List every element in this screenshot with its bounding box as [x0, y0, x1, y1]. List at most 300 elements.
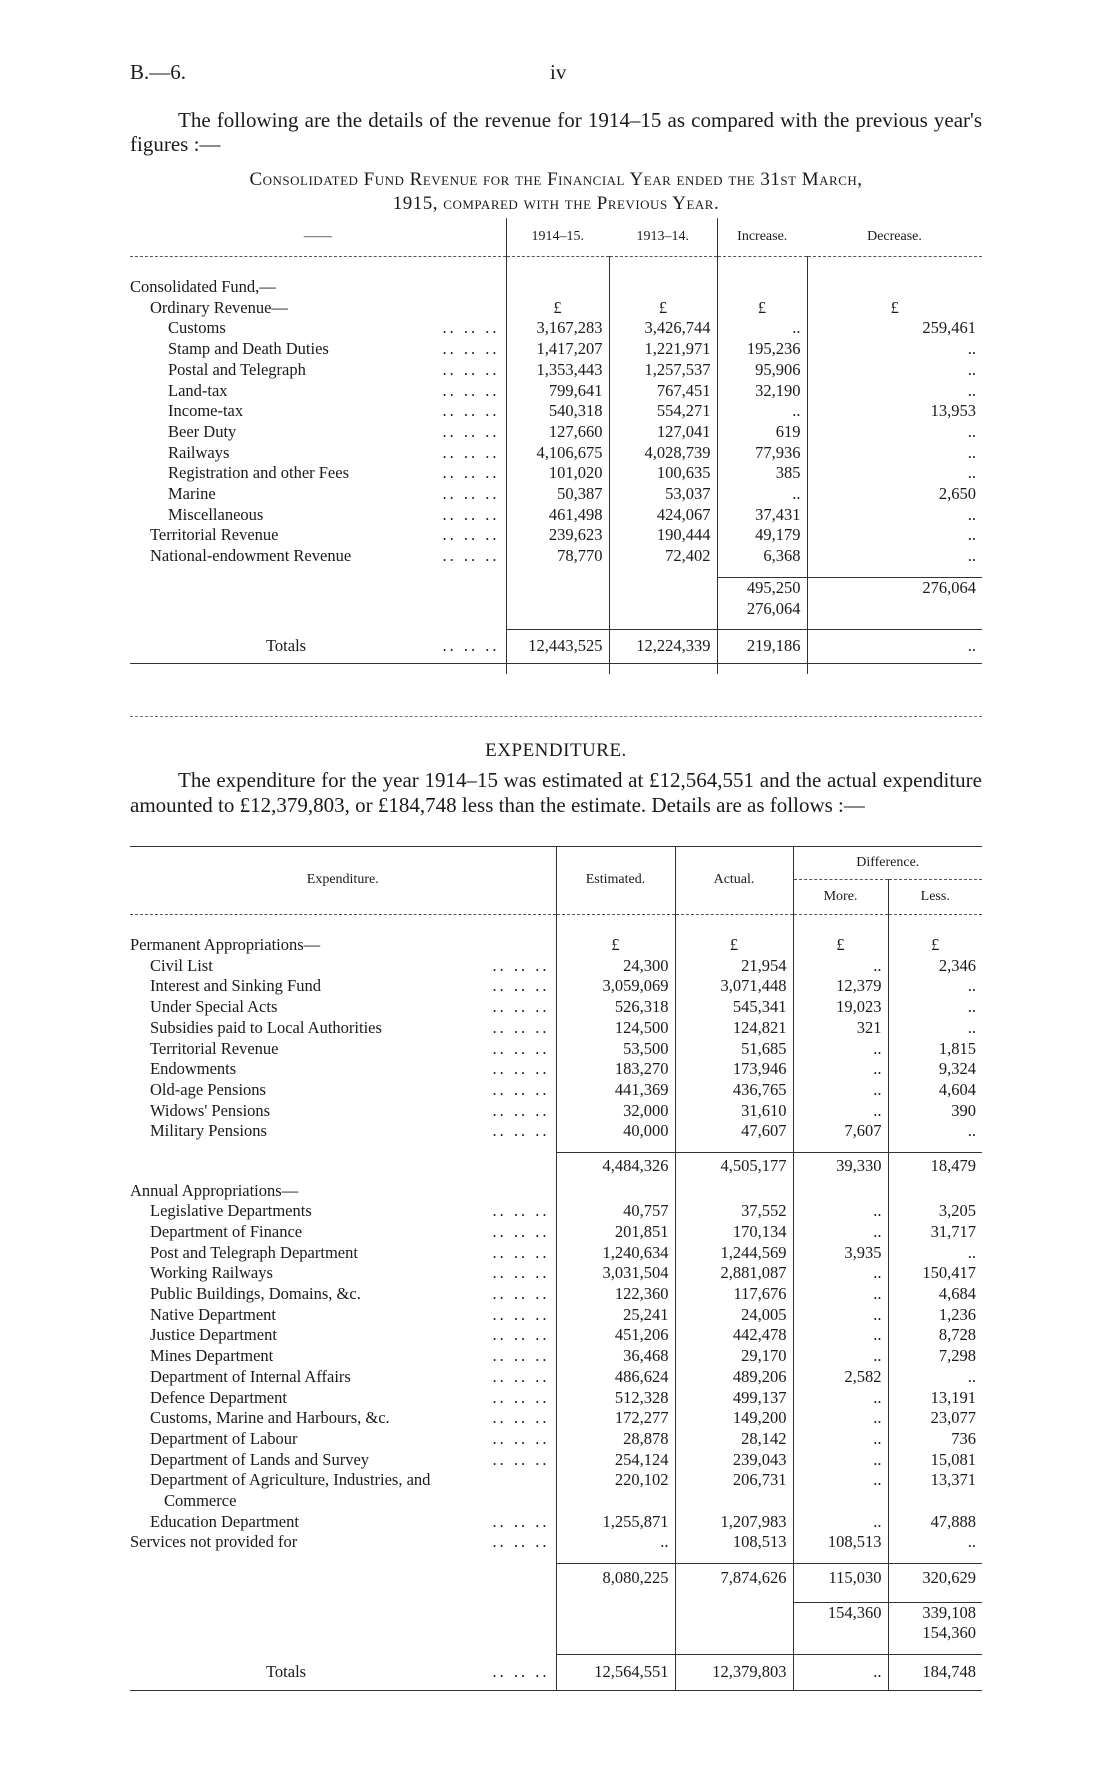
value-actual: 37,552 [675, 1201, 793, 1222]
expenditure-row [130, 1101, 982, 1122]
permanent-section-row [130, 935, 982, 956]
revenue-subtotal-row [130, 577, 982, 619]
value-decrease: .. [807, 463, 982, 484]
combined-value: 339,108 [922, 1602, 976, 1622]
row-label [130, 525, 506, 546]
value-increase: .. [717, 484, 807, 505]
leader-dots: .. .. .. [442, 401, 500, 421]
expenditure-row [130, 1080, 982, 1101]
row-label [130, 1284, 556, 1305]
expenditure-row [130, 1346, 982, 1367]
row-label-text: Land-tax [168, 380, 228, 400]
expenditure-row [130, 1243, 982, 1264]
value-1913: 53,037 [609, 484, 717, 505]
row-label-text: Totals [266, 636, 307, 656]
revenue-row [130, 484, 982, 505]
total-1913: 12,224,339 [609, 630, 717, 664]
value-less: .. [888, 997, 982, 1018]
row-label [130, 1532, 556, 1553]
row-label [130, 401, 506, 422]
row-label-text: Public Buildings, Domains, &c. [150, 1284, 361, 1304]
row-label [130, 1039, 556, 1060]
leader-dots: .. .. .. [492, 1059, 550, 1079]
value-estimated: 124,500 [556, 1018, 675, 1039]
expenditure-row [130, 1059, 982, 1080]
value-less: .. [888, 1121, 982, 1142]
value-less: 47,888 [888, 1512, 982, 1533]
expenditure-col-difference: Difference. [793, 847, 982, 880]
row-label [130, 1101, 556, 1122]
revenue-col-1913: 1913–14. [609, 218, 717, 257]
value-1913: 4,028,739 [609, 443, 717, 464]
row-label-text: Military Pensions [150, 1121, 267, 1141]
value-increase: 385 [717, 463, 807, 484]
value-1913: 767,451 [609, 381, 717, 402]
leader-dots: .. .. .. [442, 504, 500, 524]
value-actual: 489,206 [675, 1367, 793, 1388]
revenue-row [130, 360, 982, 381]
expenditure-table [130, 846, 982, 1691]
value-less: 2,346 [888, 956, 982, 977]
value-less: 4,604 [888, 1080, 982, 1101]
value-more: .. [793, 1450, 888, 1471]
leader-dots: .. .. .. [492, 997, 550, 1017]
value-increase: 77,936 [717, 443, 807, 464]
leader-dots: .. .. .. [492, 1079, 550, 1099]
leader-dots: .. .. .. [492, 1346, 550, 1366]
value-more: .. [793, 1080, 888, 1101]
value-actual: 436,765 [675, 1080, 793, 1101]
value-actual: 173,946 [675, 1059, 793, 1080]
row-label [130, 1305, 556, 1326]
value-1913: 190,444 [609, 525, 717, 546]
value-less: 3,205 [888, 1201, 982, 1222]
value-estimated: 183,270 [556, 1059, 675, 1080]
row-label-text: Endowments [150, 1059, 237, 1079]
expenditure-row [130, 1121, 982, 1142]
value-decrease: .. [807, 339, 982, 360]
spacer-row [130, 1142, 982, 1153]
revenue-col-1914: 1914–15. [506, 218, 609, 257]
row-label-text: Under Special Acts [150, 997, 278, 1017]
value-decrease: .. [807, 381, 982, 402]
currency-symbol: £ [506, 298, 609, 319]
value-1914: 1,353,443 [506, 360, 609, 381]
leader-dots: .. .. .. [492, 1428, 550, 1448]
value-estimated: 25,241 [556, 1305, 675, 1326]
value-less: .. [888, 1532, 982, 1553]
value-more: .. [793, 1284, 888, 1305]
expenditure-row [130, 1039, 982, 1060]
value-estimated: 53,500 [556, 1039, 675, 1060]
value-more: 108,513 [793, 1532, 888, 1553]
value-estimated: 486,624 [556, 1367, 675, 1388]
expenditure-row [130, 1408, 982, 1429]
revenue-row [130, 422, 982, 443]
value-actual: 1,244,569 [675, 1243, 793, 1264]
value-estimated: 32,000 [556, 1101, 675, 1122]
row-label [130, 1181, 556, 1202]
value-less: .. [888, 976, 982, 997]
value-1913: 554,271 [609, 401, 717, 422]
value-less: 736 [888, 1429, 982, 1450]
value-estimated: 3,031,504 [556, 1263, 675, 1284]
value-increase: 95,906 [717, 360, 807, 381]
value-more: .. [793, 1059, 888, 1080]
row-label [130, 1491, 556, 1512]
value-1914: 3,167,283 [506, 318, 609, 339]
row-label-text: Totals [266, 1661, 307, 1681]
value-more: .. [793, 1222, 888, 1243]
value-estimated: 28,878 [556, 1429, 675, 1450]
revenue-col-increase: Increase. [717, 218, 807, 257]
value-decrease: 13,953 [807, 401, 982, 422]
value-1914: 78,770 [506, 546, 609, 567]
subtotal-estimated: 4,484,326 [556, 1153, 675, 1181]
row-label [130, 1346, 556, 1367]
currency-symbol: £ [675, 935, 793, 956]
expenditure-row [130, 976, 982, 997]
row-label-text: Services not provided for [130, 1532, 298, 1552]
value-estimated: 1,255,871 [556, 1512, 675, 1533]
row-label [130, 505, 506, 526]
page-number: iv [550, 60, 567, 84]
row-label [130, 443, 506, 464]
value-less: 31,717 [888, 1222, 982, 1243]
value-more: .. [793, 1408, 888, 1429]
value-estimated: 451,206 [556, 1325, 675, 1346]
leader-dots: .. .. .. [492, 1325, 550, 1345]
expenditure-row [130, 1450, 982, 1471]
value-increase: 195,236 [717, 339, 807, 360]
spacer-row [130, 619, 982, 630]
row-label-text: Department of Finance [150, 1221, 303, 1241]
value-estimated: 254,124 [556, 1450, 675, 1471]
subtotal-more: 115,030 [793, 1564, 888, 1592]
combined-more: 154,360 [793, 1602, 888, 1644]
value-less: 4,684 [888, 1284, 982, 1305]
expenditure-col-label: Expenditure. [130, 847, 556, 915]
value-more: .. [793, 1512, 888, 1533]
value-estimated: 172,277 [556, 1408, 675, 1429]
row-label [130, 1408, 556, 1429]
value-less: 9,324 [888, 1059, 982, 1080]
row-label [130, 1201, 556, 1222]
value-actual: 545,341 [675, 997, 793, 1018]
value-more: 12,379 [793, 976, 888, 997]
value-1913: 72,402 [609, 546, 717, 567]
value-actual: 117,676 [675, 1284, 793, 1305]
value-actual: 2,881,087 [675, 1263, 793, 1284]
expenditure-row [130, 1470, 982, 1491]
row-label [130, 360, 506, 381]
permanent-total-row [130, 1153, 982, 1181]
value-1914: 101,020 [506, 463, 609, 484]
value-increase: .. [717, 318, 807, 339]
row-label [130, 1222, 556, 1243]
value-1914: 239,623 [506, 525, 609, 546]
row-label-text: Income-tax [168, 401, 244, 421]
row-label-text: Native Department [150, 1304, 276, 1324]
value-estimated: 122,360 [556, 1284, 675, 1305]
expenditure-heading: EXPENDITURE. [485, 740, 627, 761]
expenditure-row [130, 1429, 982, 1450]
expenditure-col-more: More. [793, 880, 888, 915]
total-more: .. [793, 1655, 888, 1691]
permanent-section-label: Permanent Appropriations— [130, 935, 321, 954]
leader-dots: .. .. .. [492, 1221, 550, 1241]
leader-dots: .. .. .. [492, 1532, 550, 1552]
value-more: 321 [793, 1018, 888, 1039]
value-estimated: 40,757 [556, 1201, 675, 1222]
expenditure-row [130, 1018, 982, 1039]
value-actual: 29,170 [675, 1346, 793, 1367]
currency-symbol: £ [793, 935, 888, 956]
leader-dots: .. .. .. [492, 955, 550, 975]
row-label-text: Department of Labour [150, 1428, 298, 1448]
value-estimated: 40,000 [556, 1121, 675, 1142]
revenue-col-label: —— [130, 218, 506, 257]
value-less: .. [888, 1018, 982, 1039]
value-less: 390 [888, 1101, 982, 1122]
revenue-section-row [130, 277, 982, 298]
value-actual: 108,513 [675, 1532, 793, 1553]
leader-dots: .. .. .. [492, 1017, 550, 1037]
total-1914: 12,443,525 [506, 630, 609, 664]
value-decrease: .. [807, 546, 982, 567]
combined-value: 154,360 [922, 1623, 976, 1643]
total-less: 184,748 [888, 1655, 982, 1691]
expenditure-row [130, 956, 982, 977]
subtotal-more: 39,330 [793, 1153, 888, 1181]
leader-dots: .. .. .. [442, 442, 500, 462]
total-decrease: .. [807, 630, 982, 664]
leader-dots: .. .. .. [442, 525, 500, 545]
subtotal-actual: 4,505,177 [675, 1153, 793, 1181]
leader-dots: .. .. .. [442, 636, 500, 656]
value-estimated: 512,328 [556, 1388, 675, 1409]
leader-dots: .. .. .. [442, 359, 500, 379]
row-label [130, 1367, 556, 1388]
value-more: .. [793, 1325, 888, 1346]
revenue-subsection-label: Ordinary Revenue— [150, 297, 288, 317]
row-label [130, 1429, 556, 1450]
leader-dots: .. .. .. [492, 1121, 550, 1141]
row-label [130, 1450, 556, 1471]
value-more: 3,935 [793, 1243, 888, 1264]
row-label [130, 630, 506, 664]
row-label-text: Postal and Telegraph [168, 359, 306, 379]
value-actual: 31,610 [675, 1101, 793, 1122]
value-estimated: 24,300 [556, 956, 675, 977]
value-actual: 442,478 [675, 1325, 793, 1346]
row-label [130, 1325, 556, 1346]
value-estimated: 526,318 [556, 997, 675, 1018]
value-actual: 3,071,448 [675, 976, 793, 997]
value-actual: 239,043 [675, 1450, 793, 1471]
value-estimated: 441,369 [556, 1080, 675, 1101]
value-more: .. [793, 1388, 888, 1409]
revenue-row [130, 546, 982, 567]
value-increase: 6,368 [717, 546, 807, 567]
row-label [130, 1121, 556, 1142]
row-label [130, 546, 506, 567]
value-actual: 499,137 [675, 1388, 793, 1409]
row-label-text: Civil List [150, 955, 213, 975]
value-more: .. [793, 956, 888, 977]
value-estimated: 201,851 [556, 1222, 675, 1243]
annual-section-row [130, 1181, 982, 1202]
value-increase: 32,190 [717, 381, 807, 402]
expenditure-row [130, 1388, 982, 1409]
value-decrease: .. [807, 443, 982, 464]
leader-dots: .. .. .. [492, 1366, 550, 1386]
revenue-row [130, 463, 982, 484]
subtotal-value: 495,250 [746, 577, 801, 597]
subtotal-value: 276,064 [746, 598, 801, 618]
revenue-section-label: Consolidated Fund,— [130, 277, 276, 296]
value-estimated: 36,468 [556, 1346, 675, 1367]
expenditure-paragraph: The expenditure for the year 1914–15 was estimated at £12,564,551 and the actual expenditure amounted to £12,379,803, or £184,748 less than the estimate. Details are as follows :— [130, 768, 982, 817]
row-label-text: Old-age Pensions [150, 1079, 266, 1099]
total-increase: 219,186 [717, 630, 807, 664]
value-actual: 28,142 [675, 1429, 793, 1450]
value-estimated: .. [556, 1532, 675, 1553]
value-less: 1,815 [888, 1039, 982, 1060]
expenditure-col-less: Less. [888, 880, 982, 915]
revenue-row [130, 381, 982, 402]
row-label [130, 339, 506, 360]
value-actual: 47,607 [675, 1121, 793, 1142]
subtotal-actual: 7,874,626 [675, 1564, 793, 1592]
subtotal-less: 320,629 [888, 1564, 982, 1592]
value-1914: 1,417,207 [506, 339, 609, 360]
value-1913: 127,041 [609, 422, 717, 443]
value-more: .. [793, 1263, 888, 1284]
row-label-text: Widows' Pensions [150, 1100, 271, 1120]
currency-symbol: £ [807, 298, 982, 319]
row-label [130, 997, 556, 1018]
value-less: 13,191 [888, 1388, 982, 1409]
value-increase: 37,431 [717, 505, 807, 526]
value-estimated: 3,059,069 [556, 976, 675, 997]
value-decrease: .. [807, 505, 982, 526]
spacer-row [130, 1644, 982, 1655]
revenue-row [130, 443, 982, 464]
row-label [130, 1080, 556, 1101]
value-increase: .. [717, 401, 807, 422]
value-1913: 3,426,744 [609, 318, 717, 339]
expenditure-row [130, 1367, 982, 1388]
revenue-row [130, 505, 982, 526]
row-label [130, 1388, 556, 1409]
expenditure-row [130, 1325, 982, 1346]
subtotal-decrease: 276,064 [807, 577, 982, 619]
value-increase: 619 [717, 422, 807, 443]
value-more: .. [793, 1201, 888, 1222]
row-label-text: Territorial Revenue [150, 1038, 279, 1058]
value-decrease: 2,650 [807, 484, 982, 505]
value-actual: 24,005 [675, 1305, 793, 1326]
value-decrease: .. [807, 360, 982, 381]
leader-dots: .. .. .. [492, 1263, 550, 1283]
value-decrease: .. [807, 422, 982, 443]
leader-dots: .. .. .. [492, 1304, 550, 1324]
row-label [130, 318, 506, 339]
leader-dots: .. .. .. [442, 463, 500, 483]
value-less: 23,077 [888, 1408, 982, 1429]
row-label [130, 484, 506, 505]
leader-dots: .. .. .. [492, 1449, 550, 1469]
expenditure-col-estimated: Estimated. [556, 847, 675, 915]
expenditure-row [130, 1532, 982, 1553]
revenue-table-title: Consolidated Fund Revenue for the Financial Year ended the 31st March, 1915, compared with the Previous Year. [249, 169, 863, 214]
value-1914: 50,387 [506, 484, 609, 505]
leader-dots: .. .. .. [442, 380, 500, 400]
row-label-text: Education Department [150, 1511, 299, 1531]
value-less: .. [888, 1243, 982, 1264]
leader-dots: .. .. .. [492, 976, 550, 996]
expenditure-row [130, 1284, 982, 1305]
revenue-subsection-row [130, 298, 982, 319]
subtotal-increase [717, 577, 807, 619]
total-estimated: 12,564,551 [556, 1655, 675, 1691]
row-label-text: Beer Duty [168, 421, 237, 441]
row-label-text: Working Railways [150, 1263, 273, 1283]
value-estimated: 1,240,634 [556, 1243, 675, 1264]
spacer-row [130, 1553, 982, 1564]
value-more: .. [793, 1470, 888, 1491]
value-more: .. [793, 1305, 888, 1326]
value-more: .. [793, 1101, 888, 1122]
value-less: 13,371 [888, 1470, 982, 1491]
revenue-table [130, 218, 982, 674]
value-actual: 149,200 [675, 1408, 793, 1429]
leader-dots: .. .. .. [492, 1408, 550, 1428]
value-actual: 170,134 [675, 1222, 793, 1243]
subtotal-less: 18,479 [888, 1153, 982, 1181]
row-label [130, 1655, 556, 1691]
row-label-text: Department of Agriculture, Industries, and [150, 1470, 431, 1490]
row-label [130, 463, 506, 484]
row-label-text: Commerce [164, 1491, 237, 1511]
row-label-text: Customs [168, 318, 226, 338]
value-1914: 799,641 [506, 381, 609, 402]
leader-dots: .. .. .. [442, 421, 500, 441]
combined-less [888, 1602, 982, 1644]
currency-symbol: £ [888, 935, 982, 956]
row-label-text: Registration and other Fees [168, 463, 350, 483]
combined-row [130, 1602, 982, 1644]
value-more: 7,607 [793, 1121, 888, 1142]
row-label [130, 1018, 556, 1039]
value-decrease: 259,461 [807, 318, 982, 339]
expenditure-header-row [130, 847, 982, 880]
revenue-row [130, 339, 982, 360]
currency-symbol: £ [717, 298, 807, 319]
row-label-text: Legislative Departments [150, 1201, 312, 1221]
value-less: 8,728 [888, 1325, 982, 1346]
expenditure-row [130, 1305, 982, 1326]
row-label-text: Miscellaneous [168, 504, 264, 524]
row-label [130, 1470, 556, 1491]
row-label [130, 1243, 556, 1264]
revenue-row [130, 401, 982, 422]
value-less: 150,417 [888, 1263, 982, 1284]
subtotal-estimated: 8,080,225 [556, 1564, 675, 1592]
value-1914: 540,318 [506, 401, 609, 422]
row-label-text: Customs, Marine and Harbours, &c. [150, 1408, 390, 1428]
